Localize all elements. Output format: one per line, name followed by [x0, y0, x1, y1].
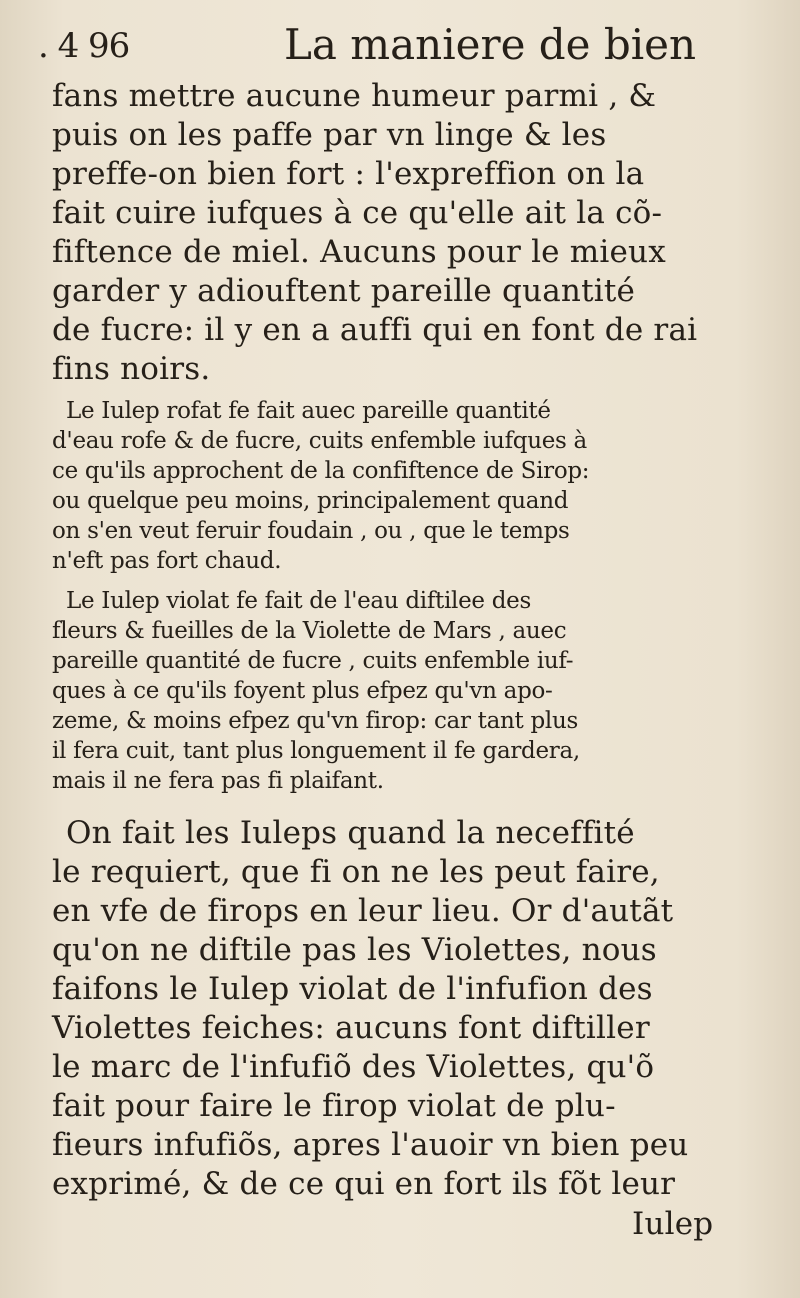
text-line: ou quelque peu moins, principalement quand — [52, 488, 569, 514]
text-line: ques à ce qu'ils foyent plus efpez qu'vn apo- — [52, 678, 553, 704]
text-line: exprimé, & de ce qui en fort ils fõt leur — [52, 1166, 676, 1202]
text-line: de fucre: il y en a auffi qui en font de rai — [52, 312, 698, 348]
text-line: en vfe de firops en leur lieu. Or d'autãt — [52, 893, 674, 929]
text-line: preffe-on bien fort : l'expreffion on la — [52, 156, 645, 192]
text-line: d'eau rofe & de fucre, cuits enfemble iufques à — [52, 428, 587, 454]
text-line: il fera cuit, tant plus longuement il fe gardera, — [52, 738, 580, 764]
text-line: garder y adiouftent pareille quantité — [52, 273, 636, 309]
text-line: pareille quantité de fucre , cuits enfemble iuf- — [52, 648, 574, 674]
text-line: on s'en veut feruir foudain , ou , que le temps — [52, 518, 570, 544]
catchword: Iulep — [632, 1206, 714, 1242]
text-line: fins noirs. — [52, 351, 211, 387]
text-line: faifons le Iulep violat de l'infufion des — [52, 971, 653, 1007]
text-line: fiftence de miel. Aucuns pour le mieux — [52, 234, 666, 270]
page-number: . 4 96 — [38, 26, 130, 66]
text-line: n'eft pas fort chaud. — [52, 548, 282, 574]
text-line: Le Iulep violat fe fait de l'eau diftilee des — [66, 588, 531, 614]
text-line: fans mettre aucune humeur parmi , & — [52, 78, 657, 114]
text-line: fleurs & fueilles de la Violette de Mars , auec — [52, 618, 567, 644]
text-line: qu'on ne diftile pas les Violettes, nous — [52, 932, 657, 968]
text-line: le marc de l'infufiõ des Violettes, qu'õ — [52, 1049, 655, 1085]
text-line: puis on les paffe par vn linge & les — [52, 117, 607, 153]
text-line: zeme, & moins efpez qu'vn firop: car tant plus — [52, 708, 578, 734]
text-block — [52, 0, 792, 1298]
text-line: fait cuire iufques à ce qu'elle ait la cõ- — [52, 195, 663, 231]
text-line: mais il ne fera pas fi plaifant. — [52, 768, 384, 794]
text-line: ce qu'ils approchent de la confiftence de Sirop: — [52, 458, 590, 484]
text-line: Le Iulep rofat fe fait auec pareille quantité — [66, 398, 551, 424]
text-line: fait pour faire le firop violat de plu- — [52, 1088, 616, 1124]
text-line: Violettes feiches: aucuns font diftiller — [52, 1010, 650, 1046]
text-line: fieurs infufiõs, apres l'auoir vn bien peu — [52, 1127, 689, 1163]
text-line: le requiert, que fi on ne les peut faire, — [52, 854, 660, 890]
running-title: La maniere de bien — [284, 20, 697, 69]
text-line: On fait les Iuleps quand la neceffité — [66, 815, 635, 851]
